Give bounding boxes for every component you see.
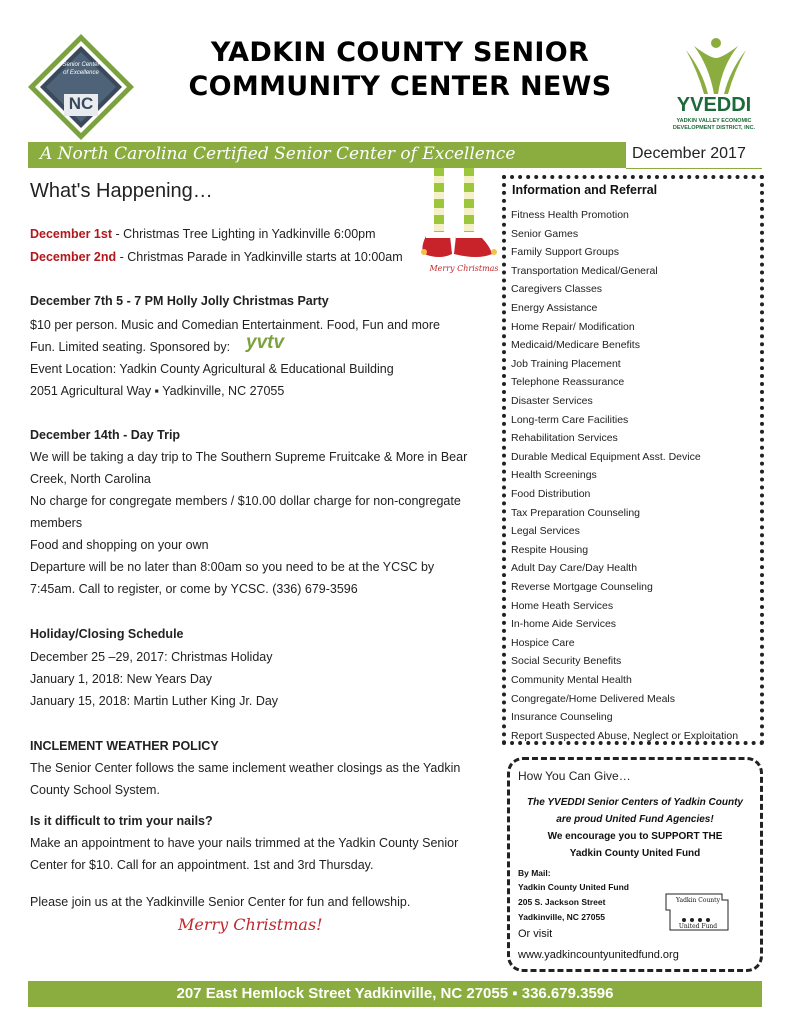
referral-item: Durable Medical Equipment Asst. Device — [511, 450, 701, 463]
referral-item: Social Security Benefits — [511, 655, 622, 668]
mail-line-3: Yadkinville, NC 27055 — [518, 912, 605, 922]
merry-christmas-script: Merry Christmas! — [178, 915, 323, 934]
holiday-heading: Holiday/Closing Schedule — [30, 627, 184, 641]
united-fund-url[interactable]: www.yadkincountyunitedfund.org — [518, 949, 679, 961]
party-line-1: $10 per person. Music and Comedian Entertainment. Food, Fun and more — [30, 318, 440, 332]
or-visit: Or visit — [518, 928, 553, 940]
closing-line: Please join us at the Yadkinville Senior Center for fun and fellowship. — [30, 895, 411, 909]
referral-item: Food Distribution — [511, 488, 591, 500]
fund-logo-line-1: Yadkin County — [676, 897, 720, 904]
yveddi-sub-1: YADKIN VALLEY ECONOMIC — [676, 118, 752, 124]
title-line-1: YADKIN COUNTY SENIOR — [210, 37, 590, 68]
referral-item: Caregivers Classes — [511, 283, 603, 296]
trip-line-7: 7:45am. Call to register, or come by YCSC. (336) 679-3596 — [30, 582, 358, 596]
trip-line-3: No charge for congregate members / $10.00 dollar charge for non-congregate — [30, 494, 461, 508]
excellence-logo-mark: NC — [68, 94, 94, 113]
fund-logo-line-2: United Fund — [678, 923, 718, 930]
excellence-logo-text-1: Senior Center — [62, 62, 100, 68]
footer-address: 207 East Hemlock Street Yadkinville, NC 27055 ▪ 336.679.3596 — [176, 985, 614, 1002]
excellence-logo-text-2: of Excellence — [63, 70, 99, 76]
yveddi-figure-icon — [664, 36, 764, 96]
footer-address-bar — [28, 981, 762, 1007]
trip-line-1: We will be taking a day trip to The Southern Supreme Fruitcake & More in Bear — [30, 450, 468, 464]
party-line-2: Fun. Limited seating. Sponsored by: — [30, 340, 231, 354]
referral-item: Insurance Counseling — [511, 711, 613, 724]
mail-label: By Mail: — [518, 868, 551, 878]
give-heading: How You Can Give… — [518, 769, 631, 783]
trip-line-4: members — [30, 516, 83, 530]
referral-item: Transportation Medical/General — [511, 264, 658, 277]
trip-line-5: Food and shopping on your own — [30, 538, 209, 552]
yveddi-logo — [664, 36, 764, 136]
yveddi-sub-2: DEVELOPMENT DISTRICT, INC. — [672, 125, 756, 131]
referral-item: Home Heath Services — [511, 599, 614, 612]
referral-item: Respite Housing — [511, 543, 589, 556]
referral-item: Health Screenings — [511, 469, 597, 482]
party-heading: December 7th 5 - 7 PM Holly Jolly Christmas Party — [30, 294, 329, 308]
referral-item: Community Mental Health — [511, 674, 632, 686]
trip-line-6: Departure will be no later than 8:00am so you need to be at the YCSC by — [30, 560, 435, 574]
nails-heading: Is it difficult to trim your nails? — [30, 814, 213, 828]
referral-item: Home Repair/ Modification — [511, 320, 635, 333]
referral-item: Reverse Mortgage Counseling — [511, 581, 653, 593]
holiday-line-1: December 25 –29, 2017: Christmas Holiday — [30, 650, 273, 664]
how-you-can-give-box — [507, 757, 763, 972]
referral-item: Fitness Health Promotion — [511, 209, 629, 221]
weather-line-2: County School System. — [30, 783, 160, 797]
support-line-2: Yadkin County United Fund — [569, 848, 701, 859]
weather-heading: INCLEMENT WEATHER POLICY — [30, 739, 219, 753]
event-dec-1 — [30, 227, 376, 241]
senior-center-excellence-logo — [26, 32, 136, 142]
referral-item: Adult Day Care/Day Health — [511, 562, 638, 575]
referral-item: In-home Aide Services — [511, 618, 617, 631]
whats-happening-heading: What's Happening… — [30, 180, 213, 202]
referral-item: Report Suspected Abuse, Neglect or Exploitation — [511, 729, 739, 742]
referral-item: Tax Preparation Counseling — [511, 506, 640, 519]
yvtv-logo-text: yvtv — [246, 332, 285, 353]
referral-item: Medicaid/Medicare Benefits — [511, 339, 640, 352]
elf-illustration — [420, 168, 500, 278]
trip-line-2: Creek, North Carolina — [30, 472, 151, 486]
yvtv-sponsor-logo — [246, 333, 300, 355]
merry-christmas-small: Merry Christmas — [429, 264, 499, 273]
event-dec-2-text: - Christmas Parade in Yadkinville starts at 10:00am — [116, 250, 403, 264]
referral-item: Job Training Placement — [511, 357, 621, 370]
nails-line-1: Make an appointment to have your nails trimmed at the Yadkin County Senior — [30, 836, 459, 850]
referral-item: Congregate/Home Delivered Meals — [511, 692, 675, 705]
give-line-1: The YVEDDI Senior Centers of Yadkin County — [527, 797, 743, 808]
holiday-line-2: January 1, 2018: New Years Day — [30, 672, 213, 686]
yveddi-name: YVEDDI — [676, 94, 752, 116]
referral-item: Hospice Care — [511, 636, 575, 649]
information-referral-box — [502, 175, 764, 745]
mail-line-1: Yadkin County United Fund — [518, 882, 629, 892]
united-fund-logo — [662, 890, 732, 934]
referral-item: Disaster Services — [511, 395, 593, 407]
support-line-1: We encourage you to SUPPORT THE — [547, 831, 723, 842]
tagline-banner — [28, 142, 762, 168]
mail-line-2: 205 S. Jackson Street — [518, 897, 606, 907]
referral-item: Family Support Groups — [511, 246, 619, 259]
issue-date: December 2017 — [632, 145, 746, 162]
banner-date-box — [626, 141, 762, 169]
weather-line-1: The Senior Center follows the same inclement weather closings as the Yadkin — [30, 761, 461, 775]
referral-heading: Information and Referral — [512, 183, 658, 197]
party-line-4: 2051 Agricultural Way ▪ Yadkinville, NC 27055 — [30, 384, 285, 398]
party-line-3: Event Location: Yadkin County Agricultural & Educational Building — [30, 362, 394, 376]
referral-item: Senior Games — [511, 227, 579, 240]
trip-heading: December 14th - Day Trip — [30, 428, 181, 442]
event-dec-2-date: December 2nd — [30, 250, 117, 264]
referral-item: Long-term Care Facilities — [511, 413, 629, 426]
title-line-2: COMMUNITY CENTER NEWS — [188, 71, 612, 102]
holiday-line-3: January 15, 2018: Martin Luther King Jr. Day — [30, 694, 279, 708]
give-line-2: are proud United Fund Agencies! — [556, 814, 714, 825]
banner-tagline: A North Carolina Certified Senior Center of Excellence — [40, 144, 516, 164]
excellence-badge-icon — [26, 32, 136, 142]
newsletter-title — [150, 36, 650, 104]
referral-item: Energy Assistance — [511, 302, 598, 314]
referral-item: Rehabilitation Services — [511, 432, 618, 445]
referral-item: Legal Services — [511, 525, 580, 538]
elf-legs-icon — [420, 168, 500, 278]
event-dec-1-date: December 1st — [30, 227, 112, 241]
nails-line-2: Center for $10. Call for an appointment. 1st and 3rd Thursday. — [30, 858, 374, 872]
event-dec-2 — [30, 250, 403, 264]
referral-item: Telephone Reassurance — [511, 376, 625, 389]
event-dec-1-text: - Christmas Tree Lighting in Yadkinville 6:00pm — [112, 227, 376, 241]
